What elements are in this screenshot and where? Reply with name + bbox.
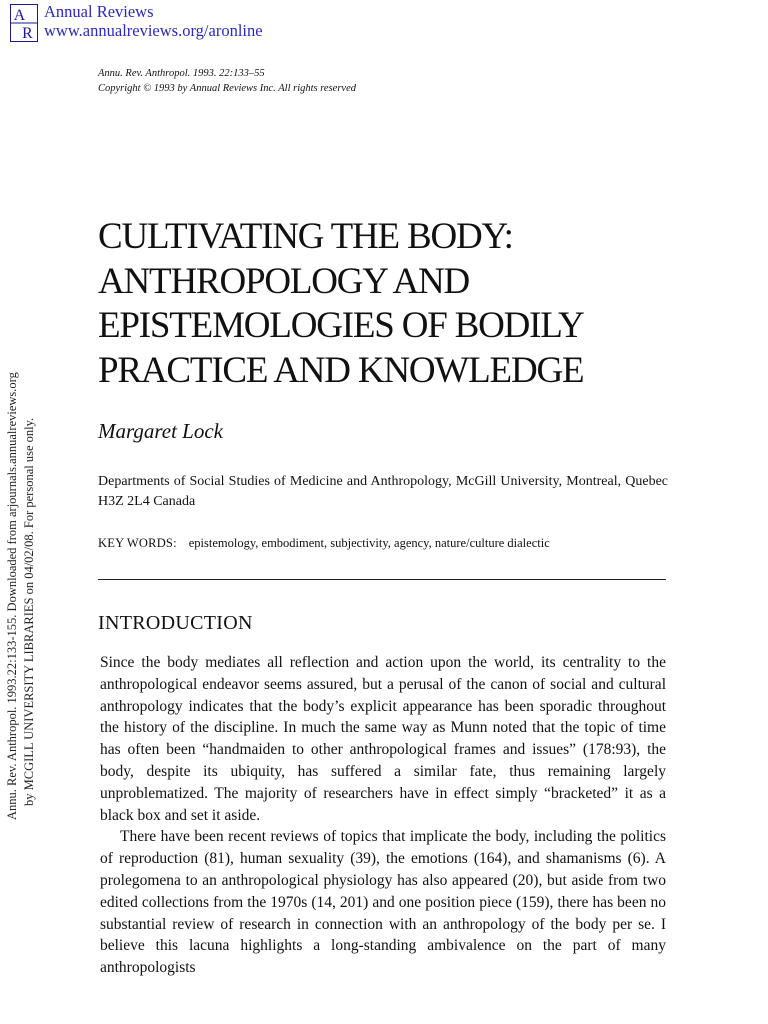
citation-copyright: Copyright © 1993 by Annual Reviews Inc. All rights reserved: [98, 83, 356, 94]
divider-rule: [98, 579, 666, 580]
keywords: [98, 536, 550, 551]
paragraph: Since the body mediates all reflection and action upon the world, its centrality to the anthropological endeavor seems assured, but a perusal of the canon of social and cultural anthropology indicates that the body’s explicit appearance has been sporadic throughout the history of the discipline. In much the same way as Munn noted that the topic of time has often been “handmaiden to other anthropological frames and issues” (178:93), the body, despite its ubiquity, has suffered a similar fate, thus remaining largely unproblematized. The majority of researchers have in effect simply “bracketed” it as a black box and set it aside.: [100, 654, 666, 824]
publisher-name[interactable]: Annual Reviews: [44, 2, 154, 21]
logo-mark-icon: [11, 5, 37, 41]
author-affiliation: Departments of Social Studies of Medicine and Anthropology, McGill University, Montreal, Quebec H3Z 2L4 Canada: [98, 474, 668, 509]
svg-text:A: A: [13, 7, 26, 25]
body-text: [100, 652, 666, 979]
download-stamp: [4, 290, 44, 820]
download-stamp-line: by MCGILL UNIVERSITY LIBRARIES on 04/02/08. For personal use only.: [22, 417, 36, 806]
citation-block: [98, 66, 356, 96]
keywords-list: epistemology, embodiment, subjectivity, agency, nature/culture dialectic: [188, 536, 550, 550]
title-line: CULTIVATING THE BODY:: [98, 216, 513, 257]
keywords-label: KEY WORDS:: [98, 536, 177, 550]
publisher-url[interactable]: www.annualreviews.org/aronline: [44, 21, 263, 40]
article-title: [98, 215, 738, 393]
title-line: PRACTICE AND KNOWLEDGE: [98, 349, 584, 391]
title-line: ANTHROPOLOGY AND: [98, 260, 470, 302]
paragraph: There have been recent reviews of topics that implicate the body, including the politics of reproduction (81), human sexuality (39), the emotions (164), and shamanisms (6). A prolegomena to an anthropological physiology has also appeared (20), but aside from two edited collections from the 1970s (14, 201) and one position piece (159), there has been no substantial review of research in connection with an anthropology of the body per se. I believe this lacuna highlights a long-standing ambivalence on the part of many anthropologists: [100, 828, 666, 977]
download-stamp-line: Annu. Rev. Anthropol. 1993.22:133-155. Downloaded from arjournals.annualreviews.org: [5, 372, 19, 820]
annual-reviews-logo: [10, 4, 38, 42]
publisher-header: [44, 2, 263, 40]
citation-journal: Annu. Rev. Anthropol. 1993. 22:133–55: [98, 68, 265, 79]
svg-text:R: R: [22, 24, 33, 41]
author-name: Margaret Lock: [98, 419, 224, 443]
title-line: EPISTEMOLOGIES OF BODILY: [98, 305, 584, 346]
section-heading: INTRODUCTION: [98, 612, 253, 634]
